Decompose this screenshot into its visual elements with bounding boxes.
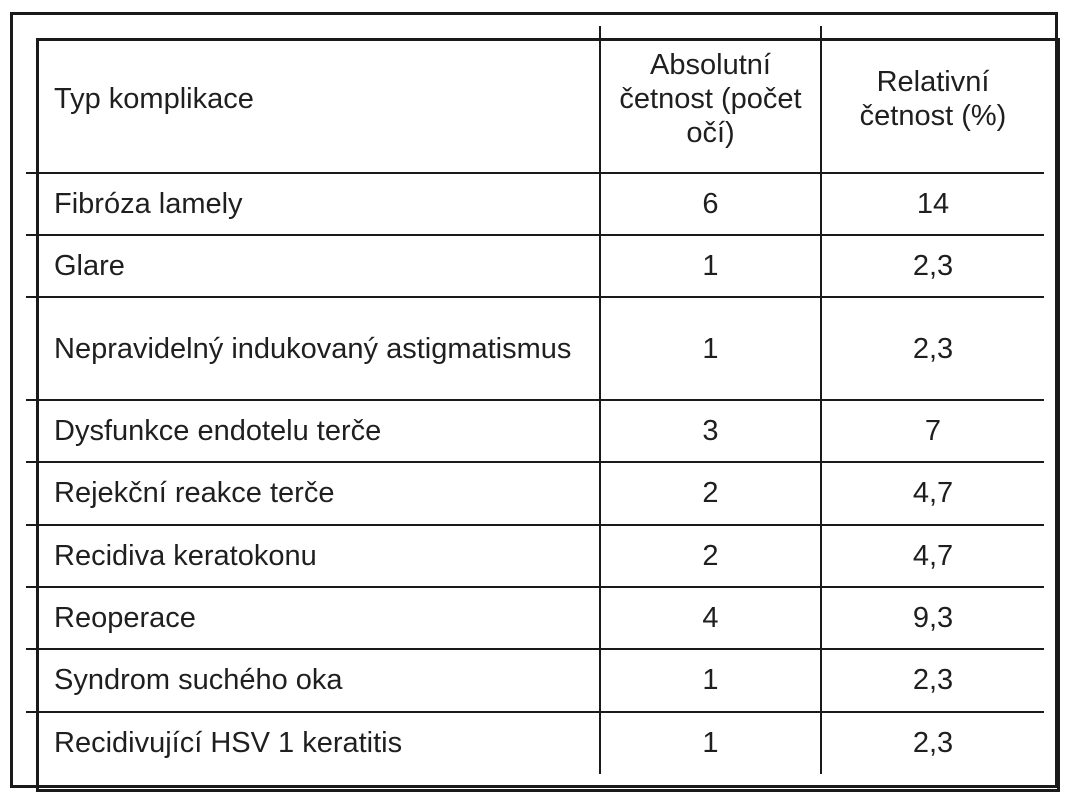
cell-relative: 2,3	[821, 712, 1044, 774]
cell-relative: 9,3	[821, 587, 1044, 649]
cell-absolute: 6	[600, 173, 821, 235]
cell-relative: 7	[821, 400, 1044, 462]
cell-relative: 4,7	[821, 525, 1044, 587]
cell-relative: 2,3	[821, 297, 1044, 400]
cell-absolute: 1	[600, 649, 821, 711]
cell-relative: 14	[821, 173, 1044, 235]
cell-absolute: 1	[600, 297, 821, 400]
header-absolute: Absolutní četnost (počet očí)	[600, 26, 821, 173]
table-row	[26, 712, 1044, 774]
table-row	[26, 235, 1044, 297]
table-row	[26, 525, 1044, 587]
cell-type: Rejekční reakce terče	[26, 462, 600, 524]
cell-relative: 2,3	[821, 649, 1044, 711]
cell-type: Recidiva keratokonu	[26, 525, 600, 587]
cell-type: Reoperace	[26, 587, 600, 649]
cell-type: Dysfunkce endotelu terče	[26, 400, 600, 462]
cell-type: Nepravidelný indukovaný astigmatismus	[26, 297, 600, 400]
table-row	[26, 649, 1044, 711]
table-row	[26, 462, 1044, 524]
complications-table	[26, 26, 1044, 774]
header-type: Typ komplikace	[26, 26, 600, 173]
cell-absolute: 3	[600, 400, 821, 462]
cell-type: Glare	[26, 235, 600, 297]
cell-relative: 4,7	[821, 462, 1044, 524]
cell-absolute: 1	[600, 235, 821, 297]
cell-absolute: 2	[600, 525, 821, 587]
table-header-row	[26, 26, 1044, 173]
cell-absolute: 1	[600, 712, 821, 774]
table-row	[26, 173, 1044, 235]
cell-relative: 2,3	[821, 235, 1044, 297]
cell-type: Syndrom suchého oka	[26, 649, 600, 711]
table-row	[26, 587, 1044, 649]
table-row	[26, 400, 1044, 462]
header-relative: Relativní četnost (%)	[821, 26, 1044, 173]
cell-type: Fibróza lamely	[26, 173, 600, 235]
cell-absolute: 2	[600, 462, 821, 524]
cell-type: Recidivující HSV 1 keratitis	[26, 712, 600, 774]
table-row	[26, 297, 1044, 400]
cell-absolute: 4	[600, 587, 821, 649]
